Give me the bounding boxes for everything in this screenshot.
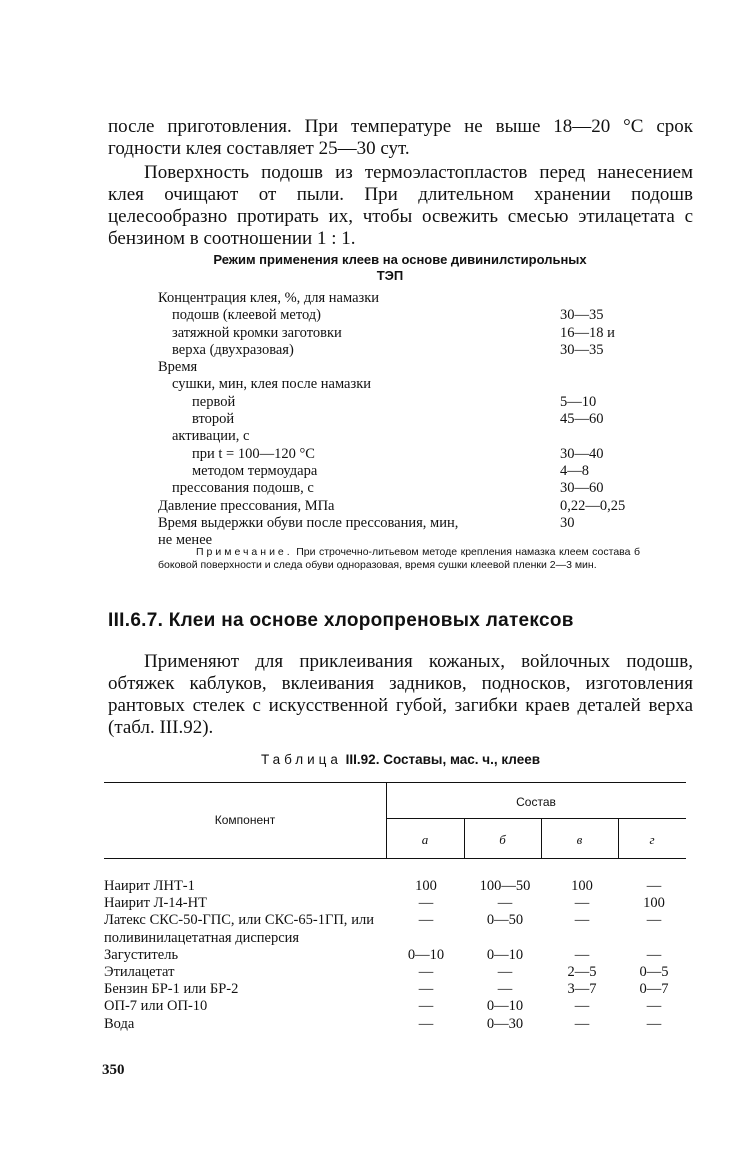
component-name: Наирит ЛНТ-1 (104, 878, 195, 894)
mode-row (158, 376, 658, 393)
component-name: Этилацетат (104, 964, 175, 981)
cell-c: — (574, 998, 590, 1015)
mode-row-value: 30—60 (560, 480, 604, 497)
composition-table-body (104, 878, 694, 1033)
component-name: Латекс СКС-50-ГПС, или СКС-65-1ГП, или поливинилацетатная дисперсия (104, 912, 374, 946)
cell-b: 0—10 (486, 998, 524, 1015)
mode-row-value: 30—35 (560, 341, 604, 358)
mode-row-label: Время (158, 359, 198, 376)
cell-b: 0—50 (486, 912, 524, 929)
cell-a: — (418, 998, 434, 1015)
mode-row (158, 394, 658, 411)
table-row (104, 998, 694, 1015)
mode-row (158, 307, 658, 324)
table-caption-label: Таблица (260, 752, 342, 767)
cell-d: 100 (643, 895, 665, 912)
mode-row-value: 5—10 (560, 393, 597, 410)
cell-c: — (574, 946, 590, 963)
table-caption (108, 752, 693, 767)
cell-d: — (646, 878, 662, 894)
table-row (104, 895, 694, 912)
mode-row-label: активации, с (172, 428, 250, 445)
col-header-group: Состав (516, 795, 556, 809)
mode-row (158, 290, 658, 307)
cell-d: — (646, 998, 662, 1015)
cell-d: — (646, 912, 662, 929)
mode-row (158, 325, 658, 342)
mode-row-label: не менее (158, 532, 213, 549)
mode-table-subtitle: ТЭП (376, 268, 404, 283)
mode-row-label: прессования подошв, с (172, 480, 314, 497)
component-name: ОП-7 или ОП-10 (104, 998, 208, 1015)
mode-row-value: 4—8 (560, 462, 589, 479)
mode-table-note (158, 546, 640, 571)
mode-row-value: 30—40 (560, 445, 604, 462)
cell-d: 0—5 (639, 964, 669, 981)
mode-row-label: Концентрация клея, %, для намазки (158, 290, 380, 306)
cell-b: 100—50 (479, 878, 531, 894)
cell-b: — (497, 964, 513, 981)
mode-row-value: 16—18 и (560, 324, 615, 341)
col-header-c: в (576, 832, 583, 847)
table-caption-text: III.92. Составы, мас. ч., клеев (345, 752, 541, 767)
mode-row-label: при t = 100—120 °С (192, 445, 315, 462)
paragraph-application: Применяют для приклеивания кожаных, войлочных подошв, обтяжек каблуков, вклеивания задников, подносков, изготовления рантовых стелек с искусственной губой, загибки краев деталей верха (табл. III.92). (108, 651, 693, 738)
mode-row-value: 30 (560, 514, 575, 531)
col-header-d: г (649, 832, 655, 847)
mode-row-value: 30—35 (560, 307, 604, 324)
component-name: Вода (104, 1015, 135, 1032)
mode-row-value: 45—60 (560, 411, 604, 428)
mode-row-value: 0,22—0,25 (560, 497, 626, 514)
mode-row (158, 463, 658, 480)
table-top-rule (104, 782, 686, 783)
cell-a: — (418, 895, 434, 912)
cell-d: — (646, 946, 662, 963)
component-name: Загуститель (104, 946, 179, 963)
component-name: Бензин БР-1 или БР-2 (104, 981, 239, 998)
table-header-rule (104, 858, 686, 859)
section-heading: III.6.7. Клеи на основе хлоропреновых латексов (108, 610, 574, 631)
mode-row (158, 342, 658, 359)
cell-c: — (574, 912, 590, 929)
cell-d: — (646, 1015, 662, 1032)
paragraph-surface-prep: Поверхность подошв из термоэластопластов перед нанесением клея очищают от пыли. При длительном хранении подошв целесообразно протирать их, чтобы освежить смесью этилацетата с бензином в соотношении 1 : 1. (108, 162, 693, 249)
mode-row-label: верха (двухразовая) (172, 341, 294, 358)
table-group-rule (386, 818, 686, 819)
mode-row (158, 411, 658, 428)
mode-row-label: методом термоудара (192, 462, 318, 479)
mode-row-label: первой (192, 393, 236, 410)
note-text: При строчечно-литьевом методе крепления намазка клеем состава б боковой поверхности и следа обуви одноразовая, время сушки клеевой пленки 2—3 мин. (158, 546, 640, 571)
mode-row (158, 428, 658, 445)
mode-table-title: Режим применения клеев на основе дивинилстирольных (213, 252, 587, 267)
note-label: Примечание. (196, 546, 293, 558)
mode-row (158, 446, 658, 463)
cell-a: — (418, 912, 434, 929)
table-row (104, 947, 694, 964)
table-row (104, 1016, 694, 1033)
mode-row-label: подошв (клеевой метод) (172, 307, 322, 324)
mode-row (158, 498, 658, 515)
mode-row (158, 480, 658, 497)
cell-a: 0—10 (407, 946, 445, 963)
cell-b: 0—10 (486, 946, 524, 963)
paragraph-shelf-life: после приготовления. При температуре не выше 18—20 °С срок годности клея составляет 25—30 сут. (108, 116, 693, 159)
cell-a: 100 (415, 878, 437, 894)
table-row (104, 981, 694, 998)
cell-d: 0—7 (639, 981, 669, 998)
col-header-component: Компонент (214, 813, 276, 827)
cell-b: — (497, 981, 513, 998)
page-number: 350 (102, 1062, 125, 1078)
cell-b: 0—30 (486, 1015, 524, 1032)
mode-row (158, 515, 658, 532)
cell-c: — (574, 1015, 590, 1032)
cell-c: 2—5 (567, 964, 597, 981)
table-row (104, 912, 694, 946)
cell-c: 100 (571, 878, 593, 894)
col-header-b: б (499, 832, 506, 847)
mode-row-label: Давление прессования, МПа (158, 497, 335, 514)
cell-a: — (418, 1015, 434, 1032)
table-row (104, 964, 694, 981)
cell-a: — (418, 981, 434, 998)
mode-row-label: Время выдержки обуви после прессования, мин, (158, 514, 459, 531)
table-row (104, 878, 694, 895)
cell-a: — (418, 964, 434, 981)
mode-row-label: сушки, мин, клея после намазки (172, 376, 372, 393)
mode-row-label: затяжной кромки заготовки (172, 324, 342, 341)
col-header-a: а (421, 832, 429, 847)
mode-row (158, 359, 658, 376)
cell-c: 3—7 (567, 981, 597, 998)
mode-table (158, 290, 658, 549)
cell-b: — (497, 895, 513, 912)
cell-c: — (574, 895, 590, 912)
component-name: Наирит Л-14-НТ (104, 895, 207, 912)
mode-row-label: второй (192, 411, 235, 428)
